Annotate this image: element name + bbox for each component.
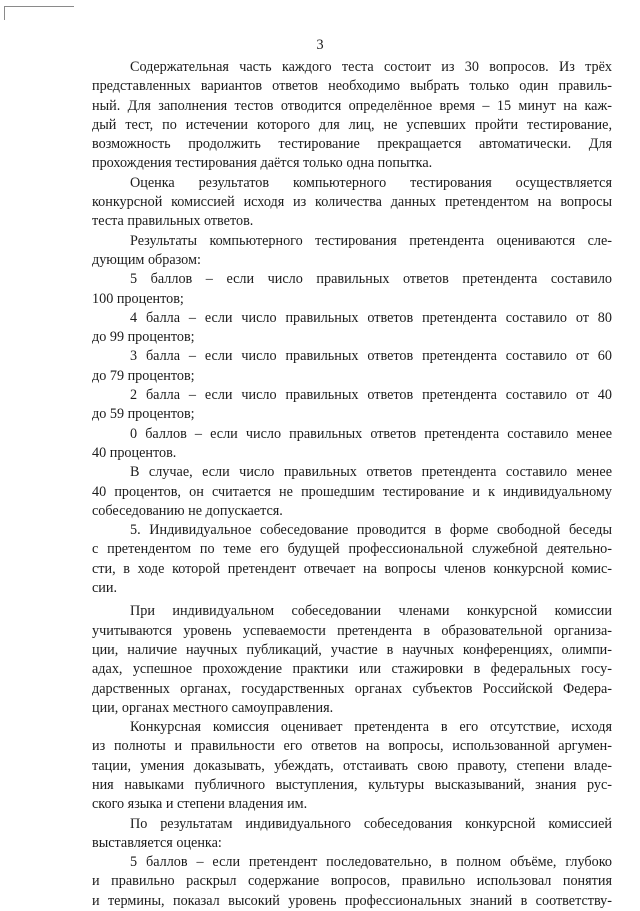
text-line: ции, наличие научных публикаций, участие в научных конференциях, олимпи- [92, 641, 612, 658]
text-line: и термины, показал высокий уровень профессиональных знаний в соответству- [92, 892, 612, 909]
text-line: собеседованию не допускается. [92, 502, 283, 519]
text-line: 40 процентов, он считается не прошедшим тестирование и к индивидуальному [92, 483, 612, 500]
paragraph [92, 309, 612, 348]
paragraph [92, 463, 612, 521]
text-line: адах, успешное прохождение практики или стажировки в федеральных госу- [92, 661, 612, 678]
text-line: и правильно раскрыл содержание вопросов, правильно использовал понятия [92, 873, 612, 890]
text-line: до 99 процентов; [92, 329, 195, 346]
text-line: По результатам индивидуального собеседования конкурсной комиссией [130, 815, 612, 832]
paragraph [92, 602, 612, 718]
text-line: дый тест, по истечении которого для лиц, не успевших пройти тестирование, [92, 116, 612, 133]
page-number: 3 [316, 37, 324, 53]
text-line: Конкурсная комиссия оценивает претендента в его отсутствие, исходя [130, 719, 612, 736]
text-line: возможность продолжить тестирование прекращается автоматически. Для [92, 136, 612, 153]
paragraph [92, 853, 612, 911]
text-line: до 79 процентов; [92, 367, 195, 384]
text-line: Результаты компьютерного тестирования претендента оцениваются сле- [130, 232, 612, 249]
text-line: дующим образом: [92, 251, 201, 268]
paragraph [92, 232, 612, 271]
text-line: 5 баллов – если число правильных ответов претендента составило [130, 271, 612, 288]
text-line: до 59 процентов; [92, 406, 195, 423]
text-line: 5. Индивидуальное собеседование проводится в форме свободной беседы [130, 522, 612, 539]
paragraph [92, 58, 612, 174]
paragraph [92, 174, 612, 232]
text-line: прохождения тестирования даётся только одна попытка. [92, 155, 433, 172]
text-line: представленных вариантов ответов необходимо выбрать только один правиль- [92, 78, 612, 95]
text-line: Оценка результатов компьютерного тестирования осуществляется [130, 174, 612, 191]
text-line: из полноты и правильности его ответов на вопросы, использованной аргумен- [92, 738, 612, 755]
text-line: ции, органах местного самоуправления. [92, 699, 334, 716]
text-line: В случае, если число правильных ответов претендента составило менее [130, 464, 612, 481]
text-line: ный. Для заполнения тестов отводится определённое время – 15 минут на каж- [92, 97, 612, 114]
paragraph [92, 718, 612, 814]
text-line: с претендентом по теме его будущей профессиональной служебной деятельно- [92, 541, 612, 558]
text-line: сти, в ходе которой претендент отвечает на вопросы членов конкурсной комис- [92, 560, 612, 577]
text-line: сии. [92, 580, 118, 597]
paragraph [92, 815, 612, 854]
paragraph [92, 386, 612, 425]
text-line: 2 балла – если число правильных ответов претендента составило от 40 [130, 387, 612, 404]
text-line: При индивидуальном собеседовании членами конкурсной комиссии [130, 603, 612, 620]
document-body [92, 58, 612, 911]
paragraph [92, 347, 612, 386]
text-line: учитываются уровень успеваемости претендента в образовательной организа- [92, 622, 612, 639]
text-line: 4 балла – если число правильных ответов претендента составило от 80 [130, 309, 612, 326]
scan-edge-mark [4, 6, 5, 20]
text-line: 0 баллов – если число правильных ответов претендента составило менее [130, 425, 612, 442]
text-line: 100 процентов; [92, 290, 184, 307]
text-line: ния навыками публичного выступления, культуры высказываний, знания рус- [92, 776, 612, 793]
text-line: выставляется оценка: [92, 834, 222, 851]
paragraph [92, 521, 612, 598]
text-line: теста правильных ответов. [92, 213, 254, 230]
scan-edge-mark [4, 6, 74, 7]
text-line: 5 баллов – если претендент последовательно, в полном объёме, глубоко [130, 854, 612, 871]
text-line: 3 балла – если число правильных ответов претендента составило от 60 [130, 348, 612, 365]
text-line: тации, умения доказывать, убеждать, отстаивать свою правоту, степени владе- [92, 757, 612, 774]
text-line: дарственных органах, государственных органах субъектов Российской Федера- [92, 680, 612, 697]
paragraph [92, 425, 612, 464]
text-line: Содержательная часть каждого теста состоит из 30 вопросов. Из трёх [130, 59, 612, 75]
paragraph [92, 270, 612, 309]
text-line: 40 процентов. [92, 444, 177, 461]
text-line: ского языка и степени владения им. [92, 796, 308, 813]
text-line: конкурсной комиссией исходя из количества данных претендентом на вопросы [92, 194, 612, 211]
